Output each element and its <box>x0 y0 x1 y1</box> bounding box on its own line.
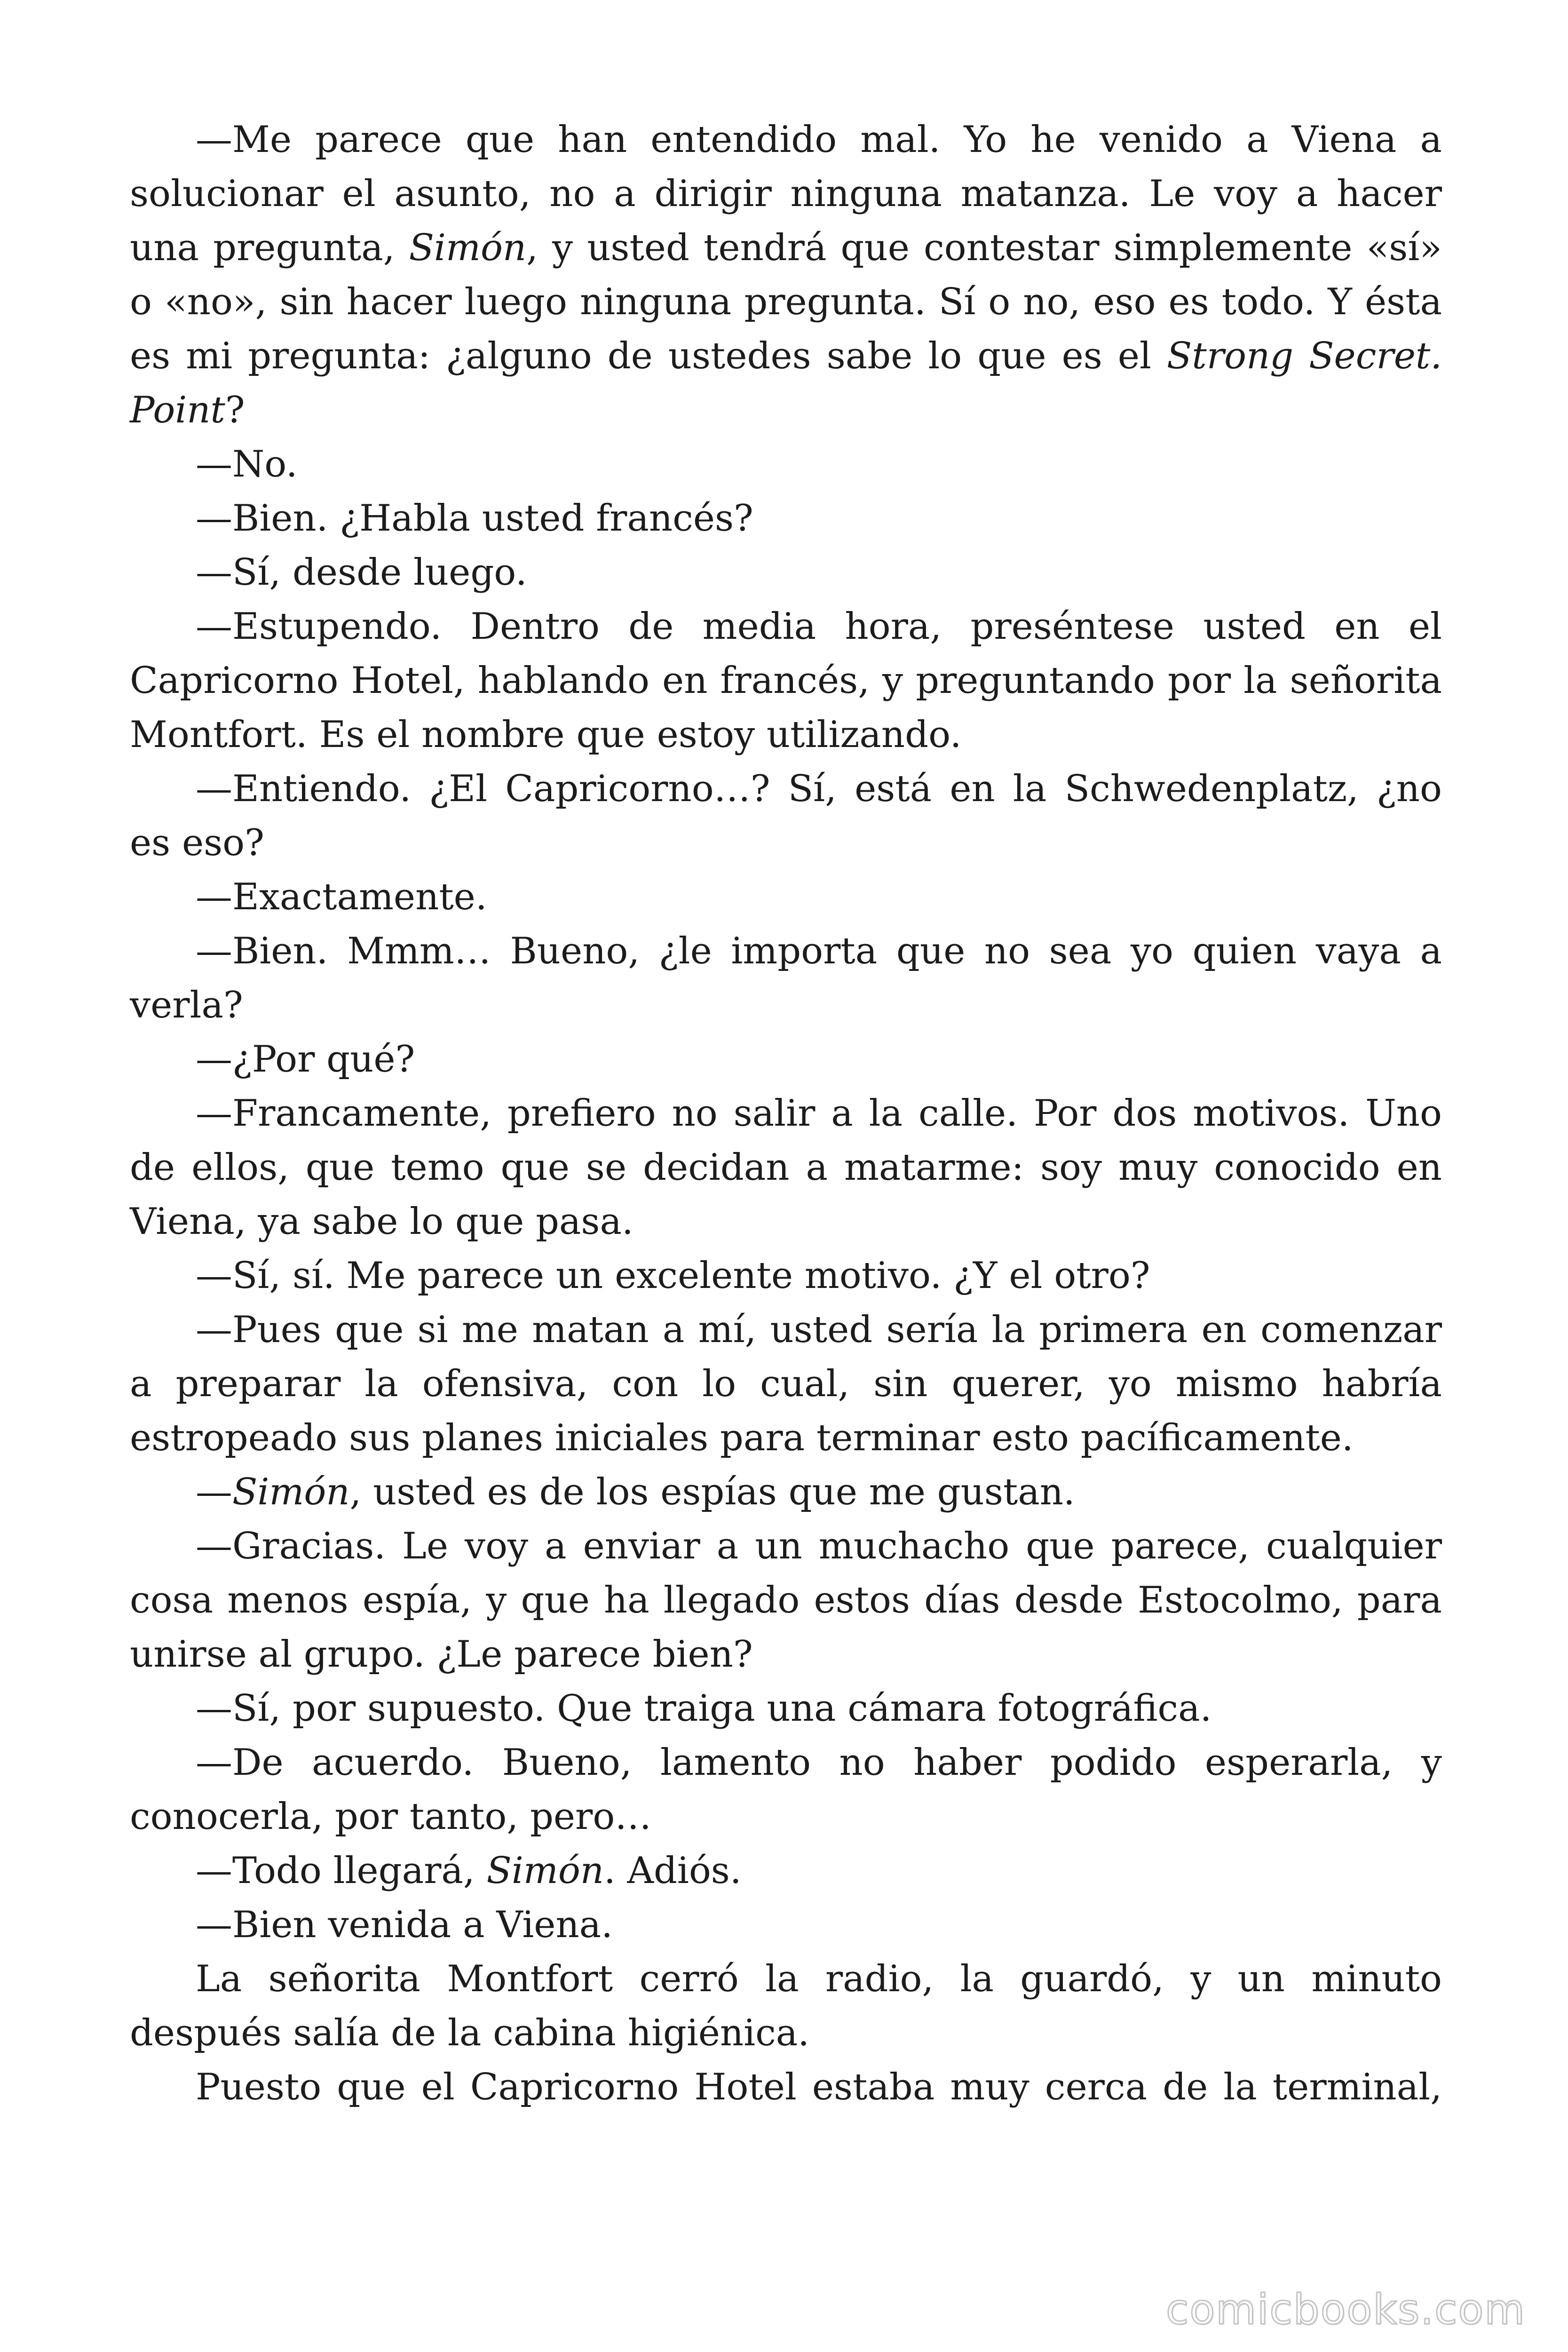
paragraph <box>130 1736 1442 1844</box>
text-run: —No. <box>196 443 298 485</box>
paragraph <box>130 1898 1442 1952</box>
paragraph <box>130 1844 1442 1898</box>
paragraph <box>130 600 1442 762</box>
book-page-text <box>130 113 1442 2114</box>
paragraph <box>130 1303 1442 1465</box>
paragraph <box>130 870 1442 924</box>
text-run: —Entiendo. ¿El Capricorno…? Sí, está en la Schwedenplatz, ¿no es eso? <box>130 768 1442 864</box>
paragraph <box>130 2060 1442 2114</box>
paragraph <box>130 1465 1442 1519</box>
italic-text: Simón <box>409 227 527 269</box>
text-run: La señorita Montfort cerró la radio, la guardó, y un minuto después salía de la cabina higiénica. <box>130 1958 1442 2054</box>
text-run: —Bien venida a Viena. <box>196 1904 613 1946</box>
paragraph <box>130 924 1442 1033</box>
italic-text: Simón <box>232 1471 350 1513</box>
text-run: Puesto que el Capricorno Hotel estaba muy cerca de la terminal, <box>196 2066 1442 2108</box>
paragraph <box>130 1682 1442 1736</box>
italic-text: Strong Secret. Point <box>130 335 1442 431</box>
text-run: —Gracias. Le voy a enviar a un muchacho que parece, cualquier cosa menos espía, y que ha llegado estos días desde Estocolmo, para unirse al grupo. ¿Le parece bien? <box>130 1525 1442 1676</box>
paragraph <box>130 113 1442 437</box>
italic-text: Simón <box>486 1850 604 1892</box>
paragraph <box>130 1519 1442 1682</box>
text-run: —Me parece que han entendido mal. Yo he venido a Viena a solucionar el asunto, no a dirigir ninguna matanza. Le voy a hacer una pregunta, <box>130 119 1442 269</box>
watermark-logo: comicbooks.com <box>1165 2285 1526 2334</box>
text-run: —Todo llegará, <box>196 1850 487 1892</box>
text-run: —De acuerdo. Bueno, lamento no haber podido esperarla, y conocerla, por tanto, pero… <box>130 1741 1442 1838</box>
text-run: —Pues que si me matan a mí, usted sería la primera en comenzar a preparar la ofensiva, con lo cual, sin querer, yo mismo habría estropeado sus planes iniciales para terminar esto pacíficamente. <box>130 1309 1442 1459</box>
text-run: —Bien. Mmm… Bueno, ¿le importa que no sea yo quien vaya a verla? <box>130 930 1442 1026</box>
paragraph <box>130 762 1442 870</box>
text-run: , usted es de los espías que me gustan. <box>349 1471 1075 1513</box>
text-run: —¿Por qué? <box>196 1038 415 1081</box>
text-run: . Adiós. <box>604 1850 742 1892</box>
paragraph <box>130 1952 1442 2060</box>
text-run: — <box>196 1471 232 1513</box>
paragraph <box>130 1249 1442 1303</box>
text-run: —Francamente, prefiero no salir a la calle. Por dos motivos. Uno de ellos, que temo que se decidan a matarme: soy muy conocido en Viena, ya sabe lo que pasa. <box>130 1092 1442 1243</box>
text-run: —Sí, desde luego. <box>196 551 527 594</box>
paragraph <box>130 492 1442 546</box>
paragraph <box>130 437 1442 492</box>
text-run: ? <box>225 389 245 431</box>
paragraph <box>130 546 1442 600</box>
text-run: —Sí, sí. Me parece un excelente motivo. ¿Y el otro? <box>196 1255 1150 1297</box>
paragraph <box>130 1087 1442 1249</box>
text-run: , y usted tendrá que contestar simplemente «sí» o «no», sin hacer luego ninguna pregunta. Sí o no, eso es todo. Y ésta es mi pregunta: ¿alguno de ustedes sabe lo que es el <box>130 227 1442 377</box>
text-run: —Estupendo. Dentro de media hora, preséntese usted en el Capricorno Hotel, hablando en francés, y preguntando por la señorita Montfort. Es el nombre que estoy utilizando. <box>130 605 1442 756</box>
paragraph <box>130 1033 1442 1087</box>
text-run: —Sí, por supuesto. Que traiga una cámara fotográfica. <box>196 1687 1212 1730</box>
text-run: —Exactamente. <box>196 876 487 918</box>
text-run: —Bien. ¿Habla usted francés? <box>196 497 753 540</box>
